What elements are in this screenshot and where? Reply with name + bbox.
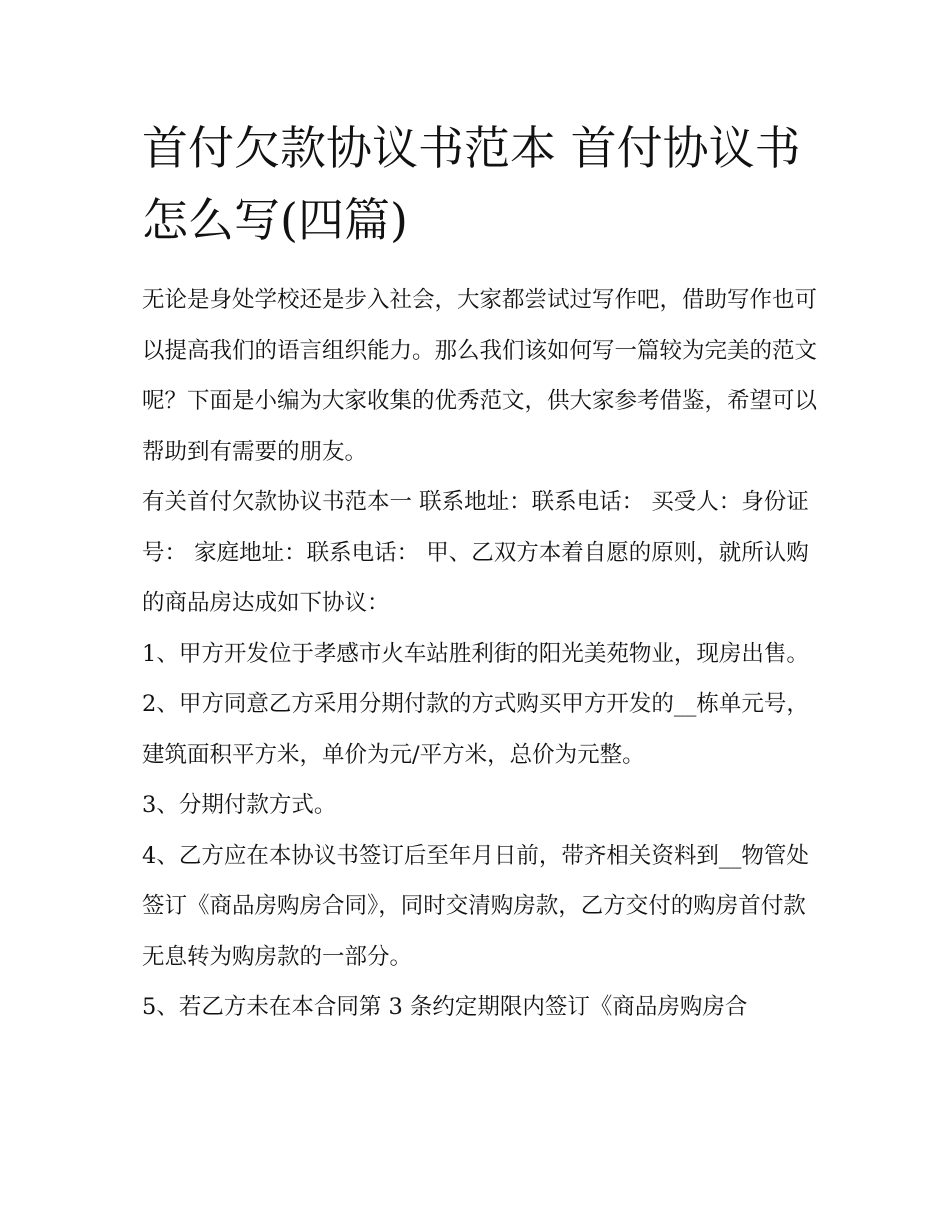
clause-2: 2、甲方同意乙方采用分期付款的方式购买甲方开发的__栋单元号，建筑面积平方米，单价为元/平方米，总价为元整。	[142, 691, 809, 768]
agreement-header-paragraph: 有关首付欠款协议书范本一 联系地址：联系电话： 买受人：身份证号： 家庭地址：联系电话： 甲、乙双方本着自愿的原则，就所认购的商品房达成如下协议：	[142, 489, 809, 616]
clause-5: 5、若乙方未在本合同第 3 条约定期限内签订《商品房购房合	[142, 994, 748, 1020]
intro-paragraph: 无论是身处学校还是步入社会，大家都尝试过写作吧，借助写作也可以提高我们的语言组织能力。那么我们该如何写一篇较为完美的范文呢？下面是小编为大家收集的优秀范文，供大家参考借鉴，希望可以帮助到有需要的朋友。	[142, 287, 818, 465]
document-body	[142, 275, 822, 1033]
clause-4: 4、乙方应在本协议书签订后至年月日前，带齐相关资料到__物管处签订《商品房购房合同》，同时交清购房款，乙方交付的购房首付款无息转为购房款的一部分。	[142, 842, 809, 970]
clause-1: 1、甲方开发位于孝感市火车站胜利街的阳光美苑物业，现房出售。	[142, 640, 809, 667]
clause-3: 3、分期付款方式。	[142, 792, 337, 818]
document-title: 首付欠款协议书范本 首付协议书怎么写(四篇)	[142, 121, 801, 247]
